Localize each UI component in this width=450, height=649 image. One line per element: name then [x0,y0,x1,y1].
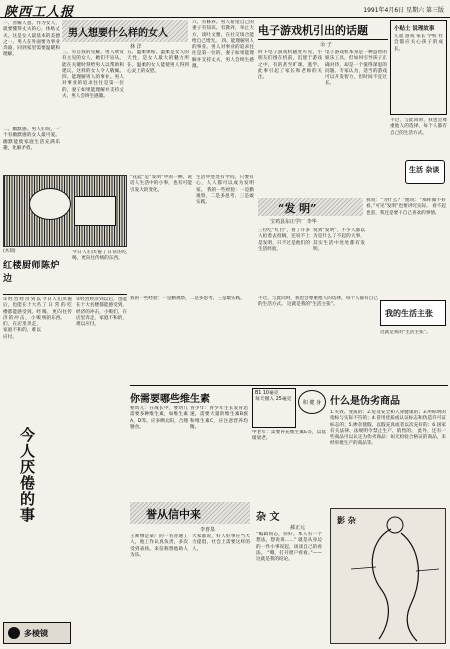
money-side-box: B1 10毫克 每天摄入 25毫克 [252,388,296,428]
misc-text [256,532,322,642]
feature-byline: 林 洋 [130,44,142,50]
figure-shape [29,188,71,220]
feature-para-2b: 四、能理解男人的事业。男人对事业的追求往往是第一位的，妻子如果能理解并支持丈夫，男人会终生感激。 [192,38,254,70]
feature-title-band [62,20,188,42]
issue-para-2: 说到“发明”，不少人都以为是什么了不起的大事，其实生活中处处都有发明。 [313,228,365,252]
money-para-3: 中老年：需要补充维生素E等，以延缓衰老。 [252,430,326,442]
center-lower-para: 我的一些经验：一是勤观察，二是多思考，三是敢实践。 [130,296,245,301]
money-title: 你需要哪些维生素 [130,394,210,405]
mid-para-1: “花起”是“发明”中的一种。说话人生活中的小事，也有可能引发大的变化。 [130,175,192,193]
misc-title: 杂 文 [256,512,280,523]
ecom-para-1: 时下电子游戏机随处可见，小朋友们围在机前，沉迷于游戏之中，有的甚至旷课、逃学。此事引起了家长和老师的关注。 [258,50,322,81]
life-badge-label: 我的生活主张 [385,308,433,318]
feature-para-2: 四、能理解男人的事业。男人对事业的追求往往是第一位的，妻子如果能理解并支持丈夫，男人会终生感激。 [62,75,124,100]
woodcut-illustration [3,175,127,247]
col1c-para: ①经营经济到以后，也能在十大名楼都能感受到。经济的冲击，小贩们，在店里奔走，家庭不和的，难以应付。 [76,297,127,328]
mid-para-2: 生活中处处有学问，只要有心，人人都可以成为发明家。 [196,175,254,193]
stamp-graphic [405,160,445,184]
col1c-text [76,297,127,617]
life-badge [380,300,446,326]
issue-col-b [313,228,365,293]
ecom-byline: 余 子 [320,42,332,48]
col1b-para: 今日人们厌倦了日常的吃喝，更向往传统的东西。 [42,297,72,321]
date-line: 1991年4月6日 星期六 第三版 [363,7,444,14]
pick-para-1: 1.失效、变质的；2.危及安全和人身健康的；3.所标明的指标与实际不符的；4.冒用优质或认证标志和伪造许可证标志的；5.掺杂使假、以假充真或者以次充好的；6.国家有关法律、法规明令禁止生产、销售的。 [330,410,446,434]
footer-badge-label: 多棱镜 [24,628,48,638]
money-col-a [130,406,188,498]
feature-para-3: 五、温柔体贴。温柔是女人的天性，是女人最大的魅力所在。温柔的女人能使男人得到心灵上的安慰。 [127,50,189,74]
side-box-text: 儿童 游戏 家长 学校 社会都应关心孩子的成长。 [394,34,443,52]
right-col-text-bottom [380,330,446,382]
right-para-1: 看不起也罢，我还是要干自己喜欢的事情。 [366,204,446,216]
issue-col-c [366,198,446,293]
stamp-label: 生活 杂谈 [409,165,440,174]
col1-text-mid [3,127,60,172]
issue-para-3: 我说：“为什么？”他说：“那样做不好看。”可见“发明”也要讲究实际。 [366,198,446,210]
footer-badge [3,622,71,644]
issue-col-a [258,228,310,293]
issue-title-band [258,198,363,216]
masthead [0,0,450,18]
feature-title: 男人想要什么样的女人 [68,28,168,39]
right-lower-text [258,296,378,381]
right-lower-para: 不过，与此同时，我也会尊重他人的选择，每个人都有自己的生活方式。 [258,296,378,308]
mid-col-b [196,175,254,293]
misc-quote: “哪，打开窗户看看。”——这就是我的结论。 [256,550,322,563]
pick-para-2: 此外，还有一些商品可以认定为伪劣商品：如无检验合格证的商品，未经审批生产的商品等。 [330,428,446,447]
misc-byline: 郝正元 [290,525,306,531]
money-col-b [190,406,248,498]
money-col-c [252,430,326,498]
letters-title: 誉从信中来 [146,508,201,521]
issue-byline: 宝鸡县东庄学厂 李华 [270,219,317,225]
badge-dot-icon [8,627,20,639]
feature-col-b [127,50,189,172]
right-lower-para-3: 这就是我的“生活主张”。 [287,302,338,308]
money-para-1: 婴幼儿：在成长中，婴幼儿需要多种维生素，如维生素A、D等。应多晒太阳，合理膳食。 [130,406,188,430]
col1-text-top [3,21,60,126]
col1-vertical-text [72,250,127,292]
vertical-heading: 今人厌倦的事 [18,427,36,523]
side-box-title: 小贴士 说理故事 [394,26,435,32]
pick-text [330,410,446,505]
col1-para-3: ①经营经济到以后，也能在十大名楼都能感受到。经济的冲击，小贩们，在店里奔走，家庭不和的，难以应付。 [3,297,41,340]
issue-para-1: 三位吃“红白”，看了许多人抢着去投稿，还说不上是发明，只不过是他们的生活经验。 [258,228,310,252]
ecom-col-a [258,50,322,195]
sub-badge: 积 健 身 [298,390,326,414]
col1-text-lower [3,297,41,387]
ecom-col-b [325,50,387,195]
misc-para-1: “编辑同志，你好。本人有一个想法，想说说……” [256,532,322,544]
table-shape [74,196,116,226]
feature-col-a [62,50,124,172]
section-divider [130,385,448,386]
col1-para-1: 一、善解人意。作为女人，就要懂得丈夫的心，体贴丈夫。这是女人最基本的美德之一。男人在外面要为事业奔波，回到家里需要温暖和理解。 [3,21,60,58]
illustration-caption: (木刻) [3,249,16,254]
letters-col-a [130,534,188,644]
pick-title: 什么是伪劣商品 [330,396,400,407]
right-para-3: 这就是我的“生活主张”。 [380,330,431,335]
money-para-2: 青少年：青少年生长发育迅速，需要大量的维生素B族和维生素C，应注意营养均衡。 [190,406,248,430]
newspaper-title: 陕西工人报 [4,5,75,20]
right-col-text-top [390,118,447,196]
figure-sketch-icon [331,509,447,645]
art-label: 影 杂 [337,515,356,525]
letters-byline: 李喜泉 [200,527,216,533]
mid-para-3: 我的一些经验：一是勤观察，二是多思考，三是敢实践。 [196,187,254,206]
ecom-para-2: 电子游戏机本身是一种益智的娱乐工具，但如何引导孩子正确对待，却是一个值得深思的问题。专家认为，适当的游戏可以开发智力，但时间不宜过长。 [325,50,387,87]
right-para-2-top: 不过，与此同时，我也会尊重他人的选择，每个人都有自己的生活方式。 [390,118,447,136]
feature-para-4: 六、有修养。男人希望自己的妻子有知识、有教养，举止大方，谈吐文雅，在社交场合能给自己增光。 [192,20,254,44]
ecom-title: 电子游戏机引出的话题 [258,22,388,40]
col1b-text [42,297,72,617]
col1-para-2: 二、幽默感。男人们说，一个有幽默感的女人最可爱。幽默能使家庭生活充满乐趣，化解矛盾。 [3,127,60,151]
misc-para-2: 就是从身边的一件小事说起，谈谈自己的看法。 [256,538,322,556]
illustration-title: 红楼厨师陈炉边 [3,261,61,284]
divider [3,294,127,295]
bottom-right-illustration [330,508,446,644]
mid-col-a [130,175,192,293]
center-lower-text [130,296,254,381]
letters-para-2: 大家都说，好人好事应当大力提倡，社会上需要这样的人。 [192,534,250,552]
side-box [390,20,447,115]
letters-col-b [192,534,250,644]
feature-col-c [192,20,254,172]
feature-para-1: 三、有自我的见解。男人欣赏有主见的女人，她们不盲从，能在关键时刻给男人以帮助和建议。这样的女人令人敬佩。 [62,50,124,74]
col1-para-4: 今日人们厌倦了日常的吃喝，更向往传统的东西。 [72,250,127,262]
issue-title: “发 明” [278,202,317,215]
letters-para-1: 王师傅是某厂的一名普通工人，他工作认真负责，多次受到表扬。来信称赞他助人为乐。 [130,534,188,558]
letters-title-band [130,502,250,524]
